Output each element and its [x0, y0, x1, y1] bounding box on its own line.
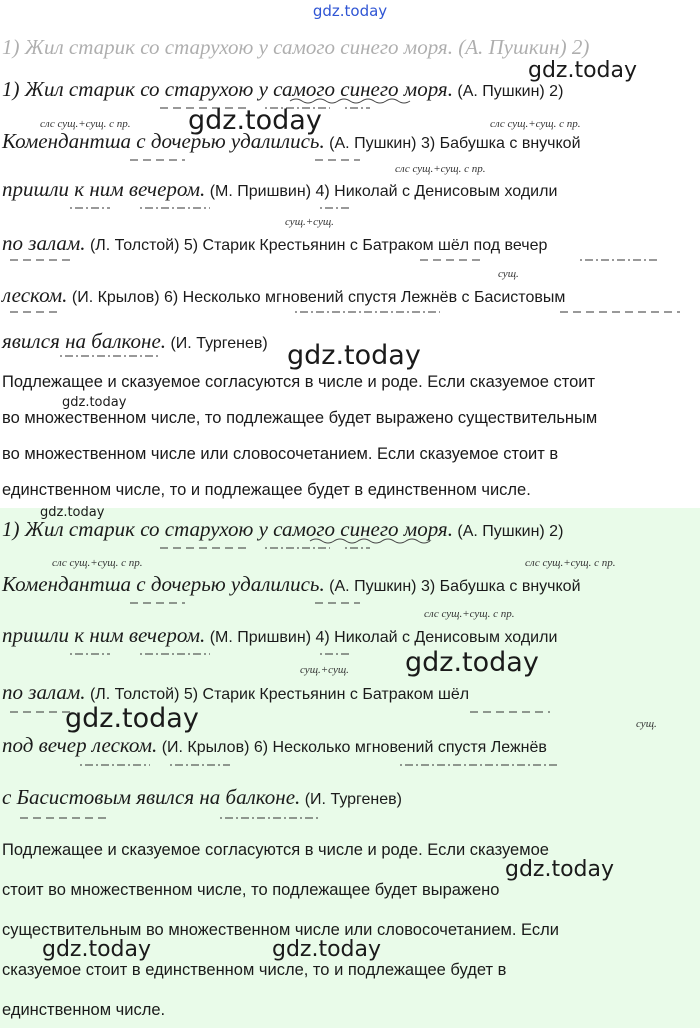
- sentence-source: (А. Пушкин) 3) Бабушка с внучкой: [324, 135, 581, 152]
- explanation-line: Подлежащее и сказуемое согласуются в числе и роде. Если сказуемое стоит: [2, 373, 596, 391]
- explanation-line: стоит во множественном числе, то подлежащее будет выражено: [2, 881, 500, 899]
- sentence-line: [2, 232, 547, 257]
- sentence-source: (И. Тургенев): [300, 791, 402, 808]
- sentence-text: леском.: [2, 283, 68, 307]
- sentence-line: [2, 734, 547, 759]
- site-header[interactable]: gdz.today: [312, 2, 388, 20]
- annotation: слс сущ.+сущ. с пр.: [52, 557, 143, 569]
- annotation: слс сущ.+сущ. с пр.: [395, 163, 486, 175]
- watermark: gdz.today: [42, 937, 152, 962]
- sentence-source: (И. Тургенев): [166, 335, 268, 352]
- sentence-source: (Л. Толстой) 5) Старик Крестьянин с Батраком шёл: [85, 686, 470, 703]
- sentence-text: Комендантша с дочерью удалились.: [2, 572, 325, 596]
- explanation-line: во множественном числе или словосочетанием. Если сказуемое стоит в: [2, 445, 559, 463]
- sentence-line: [2, 518, 563, 543]
- watermark: gdz.today: [505, 857, 615, 882]
- sentence-source: (И. Крылов) 6) Несколько мгновений спустя Лежнёв: [157, 739, 547, 756]
- sentence-text: пришли к ним вечером.: [2, 623, 206, 647]
- faded-sentence-line: 1) Жил старик со старухою у самого синего моря. (А. Пушкин) 2): [2, 35, 590, 59]
- sentence-source: (А. Пушкин) 2): [452, 83, 564, 100]
- annotation: сущ.: [636, 718, 657, 730]
- sentence-line: [2, 330, 268, 355]
- watermark: gdz.today: [528, 58, 638, 83]
- annotation: сущ.+сущ.: [300, 664, 349, 676]
- watermark: gdz.today: [287, 340, 421, 371]
- annotation: сущ.: [498, 268, 519, 280]
- sentence-line: [2, 786, 402, 811]
- sentence-text: 1) Жил старик со старухою у самого синего моря.: [2, 77, 453, 101]
- annotation: слс сущ.+сущ. с пр.: [40, 118, 131, 130]
- sentence-source: (М. Пришвин) 4) Николай с Денисовым ходили: [205, 183, 558, 200]
- explanation-line: Подлежащее и сказуемое согласуются в числе и роде. Если сказуемое: [2, 841, 549, 859]
- explanation-line: существительным во множественном числе или словосочетанием. Если: [2, 921, 559, 939]
- sentence-text: пришли к ним вечером.: [2, 177, 206, 201]
- sentence-text: 1) Жил старик со старухою у самого синего моря.: [2, 517, 453, 541]
- sentence-source: (И. Крылов) 6) Несколько мгновений спустя Лежнёв с Басистовым: [67, 289, 566, 306]
- sentence-source: (А. Пушкин) 3) Бабушка с внучкой: [324, 578, 581, 595]
- watermark: gdz.today: [62, 395, 127, 410]
- sentence-line: [2, 178, 557, 203]
- explanation-line: единственном числе, то и подлежащее будет в единственном числе.: [2, 481, 531, 499]
- sentence-line: [2, 624, 557, 649]
- sentence-text: явился на балконе.: [2, 329, 167, 353]
- explanation-line: во множественном числе, то подлежащее будет выражено существительным: [2, 409, 598, 427]
- annotation: слс сущ.+сущ. с пр.: [490, 118, 581, 130]
- explanation-line: сказуемое стоит в единственном числе, то и подлежащее будет в: [2, 961, 507, 979]
- annotation: слс сущ.+сущ. с пр.: [525, 557, 616, 569]
- sentence-text: Комендантша с дочерью удалились.: [2, 129, 325, 153]
- sentence-source: (М. Пришвин) 4) Николай с Денисовым ходили: [205, 629, 558, 646]
- sentence-text: с Басистовым явился на балконе.: [2, 785, 301, 809]
- sentence-source: (А. Пушкин) 2): [452, 523, 564, 540]
- sentence-text: по залам.: [2, 680, 86, 704]
- watermark: gdz.today: [405, 647, 539, 678]
- sentence-line: [2, 284, 565, 309]
- watermark: gdz.today: [65, 703, 199, 734]
- sentence-line: [2, 573, 581, 598]
- annotation: сущ.+сущ.: [285, 216, 334, 228]
- sentence-source: (Л. Толстой) 5) Старик Крестьянин с Батраком шёл под вечер: [85, 237, 548, 254]
- watermark: gdz.today: [188, 105, 322, 136]
- sentence-line: [2, 78, 563, 103]
- sentence-text: под вечер леском.: [2, 733, 158, 757]
- explanation-line: единственном числе.: [2, 1001, 166, 1019]
- sentence-text: по залам.: [2, 231, 86, 255]
- watermark: gdz.today: [272, 937, 382, 962]
- watermark: gdz.today: [40, 505, 105, 520]
- annotation: слс сущ.+сущ. с пр.: [424, 608, 515, 620]
